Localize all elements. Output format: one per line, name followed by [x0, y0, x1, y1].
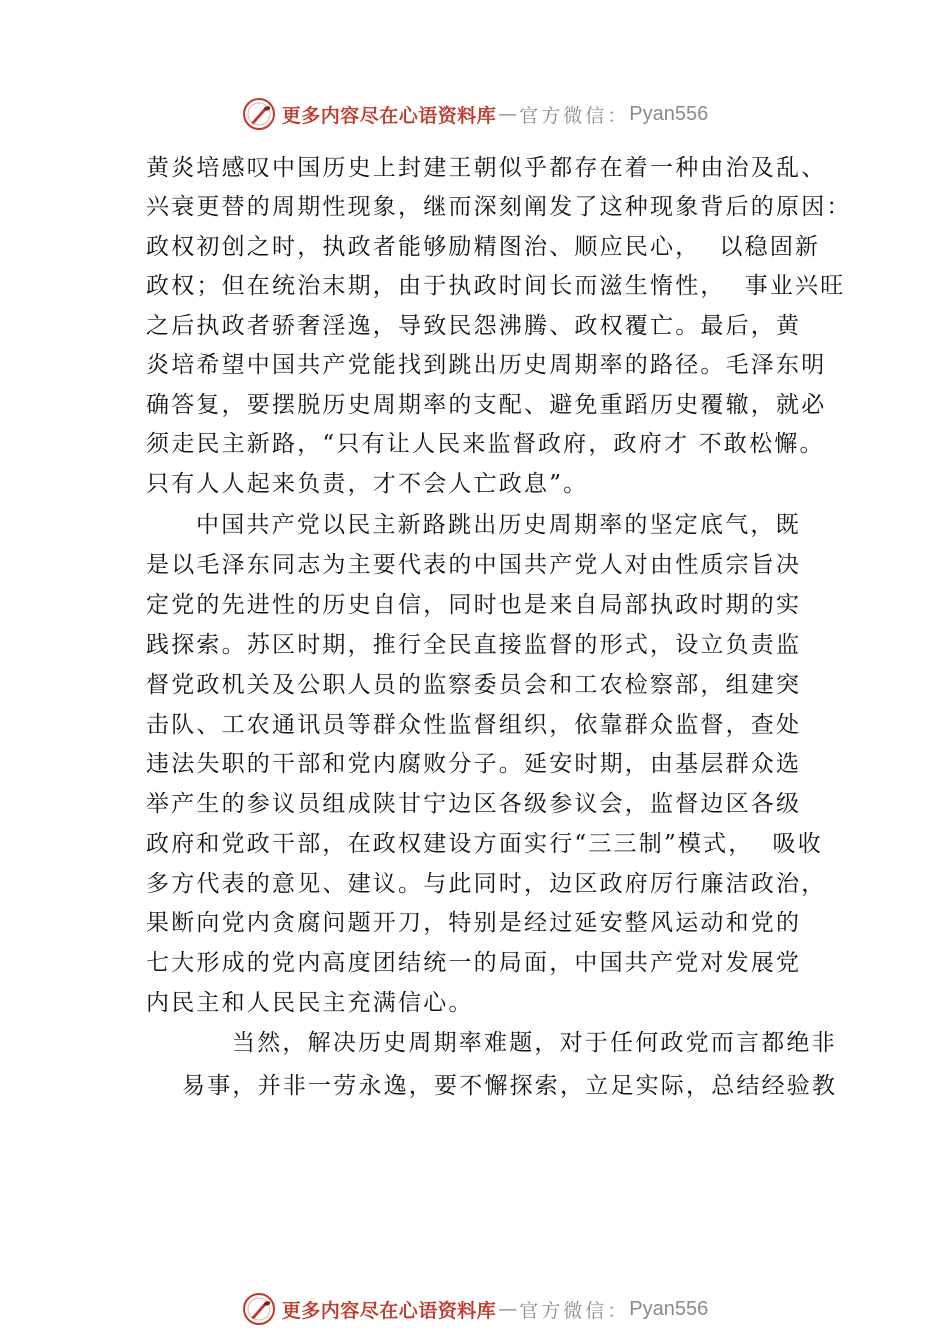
wechat-id: Pyan556 [629, 1297, 709, 1320]
text-line: 击队、工农通讯员等群众性监督组织，依靠群众监督，查处 [146, 712, 802, 738]
wechat-label: 官方微信： [519, 1299, 630, 1322]
text-line: 须走民主新路，“只有让人民来监督政府，政府才 不敢松懈。 [146, 431, 825, 457]
text-line: 督党政机关及公职人员的监察委员会和工农检察部，组建突 [146, 672, 802, 698]
wechat-id: Pyan556 [629, 102, 709, 125]
text-line: 政权初创之时，执政者能够励精图治、顺应民心， 以稳固新 [146, 234, 821, 260]
text-line: 黄炎培感叹中国历史上封建王朝似乎都存在着一种由治及乱、 [146, 155, 827, 181]
text-line: 定党的先进性的历史自信，同时也是来自局部执政时期的实 [146, 592, 802, 618]
separator-dash: — [498, 1298, 518, 1320]
text-line: 中国共产党以民主新路跳出历史周期率的坚定底气，既 [196, 512, 801, 538]
text-line: 当然，解决历史周期率难题，对于任何政党而言都绝非 [232, 1030, 837, 1056]
brand-text: 更多内容尽在心语资料库 [281, 104, 497, 127]
text-line: 易事，并非一劳永逸，要不懈探索，立足实际，总结经验教 [182, 1073, 838, 1099]
header-banner [0, 94, 950, 134]
text-line: 确答复，要摆脱历史周期率的支配、避免重蹈历史覆辙，就必 [146, 392, 827, 418]
text-line: 七大形成的党内高度团结统一的局面，中国共产党对发展党 [146, 950, 802, 976]
text-line: 举产生的参议员组成陕甘宁边区各级参议会，监督边区各级 [146, 791, 802, 817]
wechat-label: 官方微信： [519, 104, 630, 127]
separator-dash: — [498, 103, 518, 125]
text-line: 是以毛泽东同志为主要代表的中国共产党人对由性质宗旨决 [146, 552, 802, 578]
text-line: 多方代表的意见、建议。与此同时，边区政府厉行廉洁政治， [146, 871, 827, 897]
text-line: 只有人人起来负责，才不会人亡政息”。 [146, 471, 589, 497]
text-line: 之后执政者骄奢淫逸，导致民怨沸腾、政权覆亡。最后，黄 [146, 313, 802, 339]
text-line: 政权；但在统治末期，由于执政时间长而滋生惰性， 事业兴旺 [146, 273, 846, 299]
text-line: 违法失职的干部和党内腐败分子。延安时期，由基层群众选 [146, 751, 802, 777]
footer-banner [0, 1289, 950, 1329]
quill-logo-icon [242, 1292, 276, 1326]
brand-text: 更多内容尽在心语资料库 [281, 1299, 497, 1322]
text-line: 兴衰更替的周期性现象，继而深刻阐发了这种现象背后的原因： [146, 194, 852, 220]
text-line: 内民主和人民民主充满信心。 [146, 990, 474, 1016]
text-line: 炎培希望中国共产党能找到跳出历史周期率的路径。毛泽东明 [146, 352, 827, 378]
quill-logo-icon [242, 97, 276, 131]
text-line: 果断向党内贪腐问题开刀，特别是经过延安整风运动和党的 [146, 910, 802, 936]
text-line: 践探索。苏区时期，推行全民直接监督的形式，设立负责监 [146, 632, 802, 658]
text-line: 政府和党政干部，在政权建设方面实行“三三制”模式， 吸收 [146, 831, 823, 857]
